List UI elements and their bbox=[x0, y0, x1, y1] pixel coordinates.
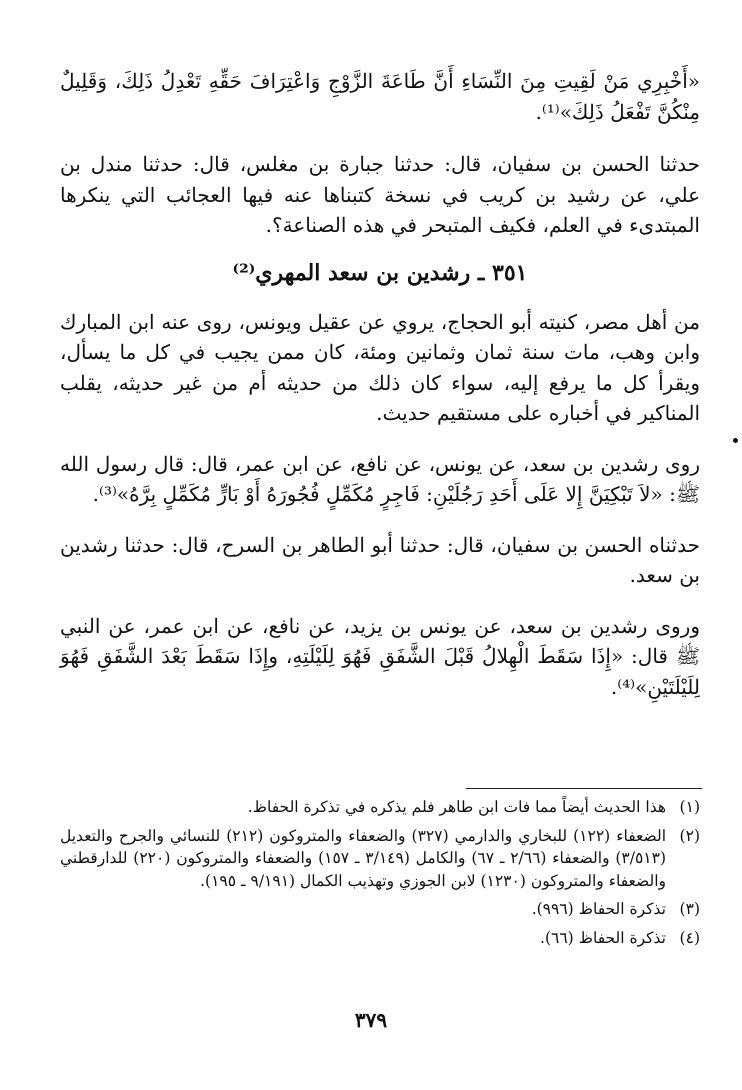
footnote bbox=[60, 898, 700, 921]
footnote-number: (١) bbox=[679, 798, 700, 816]
margin-dot bbox=[733, 438, 738, 443]
narration-paragraph: وروى رشدين بن سعد، عن يونس بن يزيد، عن نافع، عن ابن عمر، عن النبي ﷺ قال: «إِذَا سَقَطَ الْهِلالُ قَبْلَ الشَّفَقِ فَهُوَ لِلَيْلَتِهِ، وإِذَا سَقَطَ بَعْدَ الشَّفَقِ فَهُوَ لِلَيْلَتَيْنِ»⁽⁴⁾. bbox=[60, 613, 700, 699]
footnote-text: الضعفاء (١٢٢) للبخاري والدارمي (٣٢٧) والضعفاء والمتروكون (٢١٢) للنسائي والجرح والتعديل (٣/٥١٣) والضعفاء (٢/٦٦ ـ ٦٧) والكامل (٣/١٤٩ ـ ١٥٧) والضعفاء والمتروكون (٢٢٠) للدارقطني والضعفاء والمتروكون (١٢٣٠) لابن الجوزي وتهذيب الكمال (٩/١٩١ ـ ١٩٥). bbox=[60, 826, 666, 890]
footnotes bbox=[60, 796, 700, 955]
footnote-text: تذكرة الحفاظ (٩٩٦). bbox=[531, 900, 666, 918]
isnad-paragraph: حدثناه الحسن بن سفيان، قال: حدثنا أبو الطاهر بن السرح، قال: حدثنا رشدين بن سعد. bbox=[60, 532, 700, 587]
footnote-separator bbox=[466, 788, 702, 789]
footnote-number: (٤) bbox=[679, 928, 700, 947]
footnote-number: (٣) bbox=[679, 900, 700, 918]
narration-paragraph: روى رشدين بن سعد، عن يونس، عن نافع، عن ابن عمر، قال: قال رسول الله ﷺ: «لاَ تَبْكِيَنَّ إِلا عَلَى أَحَدِ رَجُلَيْنِ: فَاجِرٍ مُكَمِّلٍ فُجُورَهُ أَوْ بَارٍّ مُكَمِّلٍ بِرَّهُ»⁽³⁾. bbox=[60, 451, 700, 506]
page-number: ٣٧٩ bbox=[354, 1008, 388, 1032]
hadith-paragraph: «أَخْبِرِي مَنْ لَقِيتِ مِنَ النِّسَاءِ أَنَّ طَاعَةَ الزَّوْجِ وَاعْتِرَافَ حَقِّهِ تَعْدِلُ ذَلِكَ، وَقَلِيلٌ مِنْكُنَّ تَفْعَلُ ذَلِكَ»⁽¹⁾. bbox=[60, 69, 700, 124]
footnote-number: (٢) bbox=[679, 826, 700, 845]
main-text bbox=[60, 66, 700, 702]
entry-heading: ٣٥١ ـ رشدين بن سعد المهري⁽²⁾ bbox=[232, 259, 528, 286]
biography-paragraph: من أهل مصر، كنيته أبو الحجاج، يروي عن عقيل ويونس، روى عنه ابن المبارك وابن وهب، مات سنة ثمان وثمانين ومئة، كان ممن يجيب في كل ما يسأل، ويقرأ كل ما يرفع إليه، سواء كان ذلك من حديثه أم من غير حديثه، يقلب المناكير في أخباره على مستقيم حديث. bbox=[60, 309, 700, 425]
footnote-text: هذا الحديث أيضاً مما فات ابن طاهر فلم يذكره في تذكرة الحفاظ. bbox=[247, 798, 666, 816]
isnad-paragraph: حدثنا الحسن بن سفيان، قال: حدثنا جبارة بن مغلس، قال: حدثنا مندل بن علي، عن رشيد بن كريب في نسخة كتبناها عنه فيها العجائب التي ينكرها المبتدىء في العلم، فكيف المتبحر في هذه الصناعة؟. bbox=[60, 152, 700, 237]
footnote bbox=[60, 927, 700, 950]
footnote bbox=[60, 825, 700, 893]
footnote bbox=[60, 796, 700, 819]
footnote-text: تذكرة الحفاظ (٦٦). bbox=[540, 928, 666, 947]
